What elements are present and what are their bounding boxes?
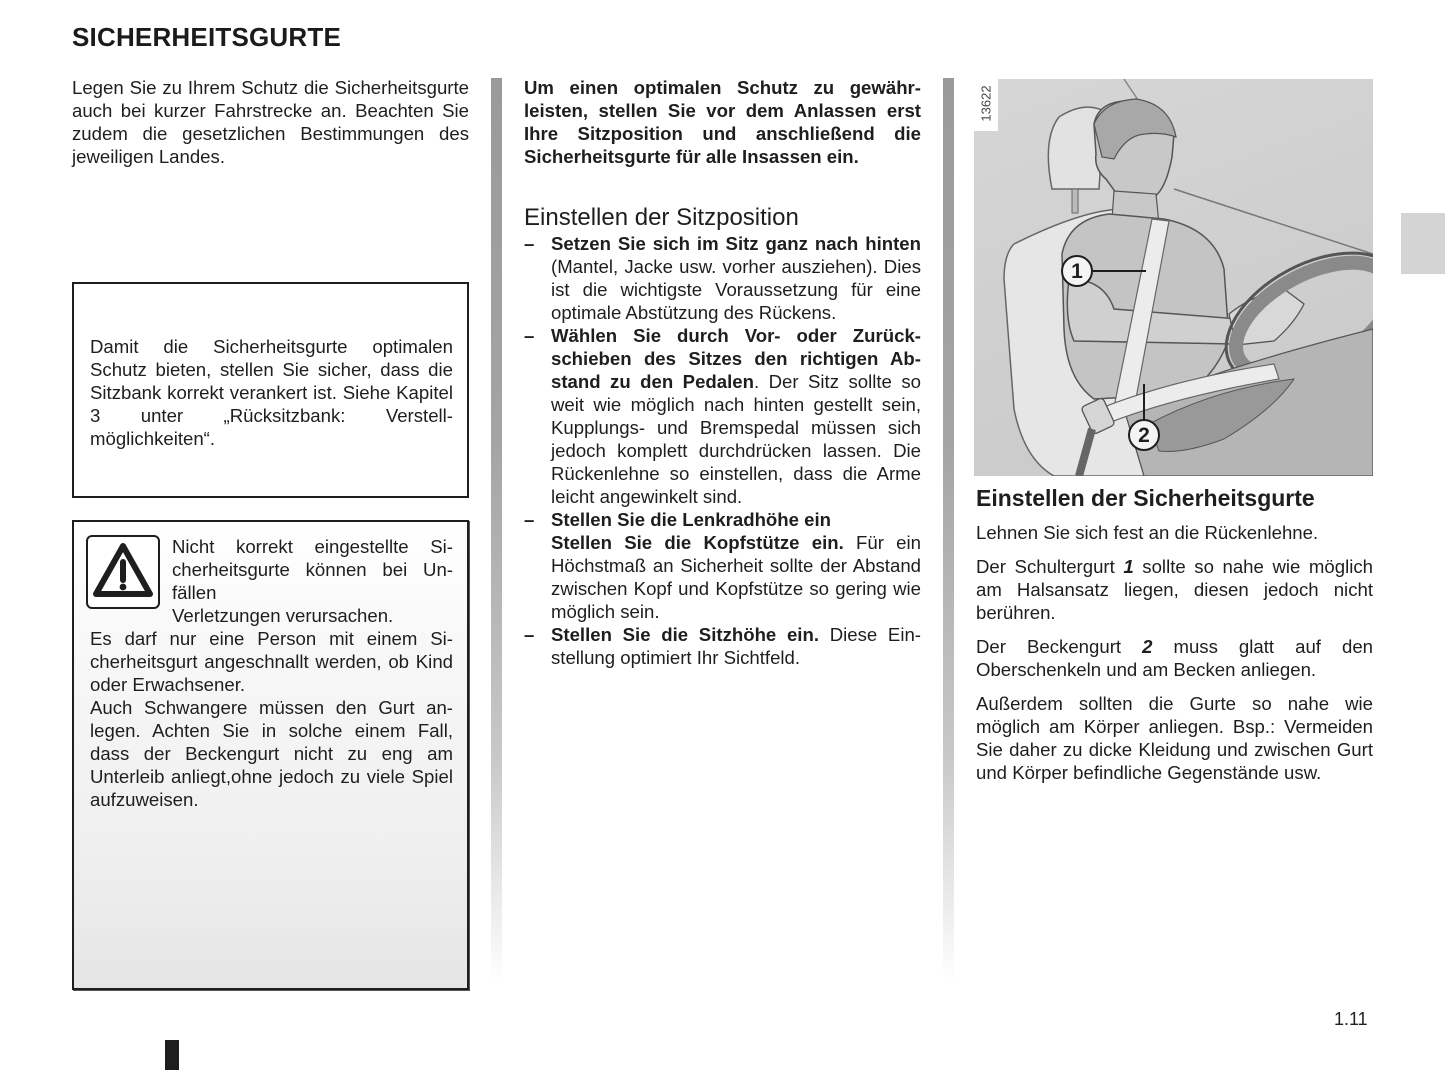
item-text: . Der Sitz sollte so weit wie möglich nach hinten gestellt sein, Kupplungs- und Bremspedal müssen sich jedoch komplett durchdrücken lassen. Die Rückenlehne so einstellen, dass die Arme leicht angewinkelt sind. [551,371,921,507]
list-item [524,508,921,623]
paragraph [976,635,1373,681]
dash-bullet: – [524,509,535,530]
item-bold: Wählen Sie durch Vor- oder Zurückschieben des Sitzes den richtigen Abstand zu den Pedalen [551,325,921,392]
sitzposition-heading: Einstellen der Sitzposition [524,204,799,231]
warning-triangle-icon [86,535,160,609]
note-text: Damit die Sicherheitsgurte optimalen Schutz bieten, stellen Sie sicher, dass die Sitzbank korrekt verankert ist. Siehe Kapitel 3 unter „Rücksitzbank: Verstellmöglichkeiten“. [90,336,453,449]
item-bold: Stellen Sie die Lenkradhöhe ein [551,509,832,530]
paragraph: Lehnen Sie sich fest an die Rückenlehne. [976,522,1319,543]
seatbelt-illustration [974,79,1373,476]
warning-lead-line: cherheitsgurte können bei Un- [172,559,453,580]
item-text: Diese Einstellung optimiert Ihr Sichtfeld. [551,624,921,668]
column-divider [943,78,954,983]
paragraph [976,555,1373,624]
text: Der Schultergurt [976,556,1124,577]
figure-id-label [974,79,998,131]
text: sollte so nahe wie möglich am Halsansatz liegen, diesen jedoch nicht berühren. [976,556,1373,623]
warning-lead-line: Verletzungen verursachen. [172,605,394,626]
sicherheitsgurte-heading: Einstellen der Sicherheitsgurte [976,485,1315,511]
driver-seatbelt-drawing [974,79,1373,476]
column-divider [491,78,502,983]
warning-paragraph: Auch Schwangere müssen den Gurt anlegen. Achten Sie in solche einem Fall, dass der Beckengurt nicht zu eng am Unterleib anliegt,ohne jedoch zu viele Spiel aufzuweisen. [90,697,453,810]
warning-paragraph: Es darf nur eine Person mit einem Sicherheitsgurt angeschnallt werden, ob Kind oder Erwachsener. [90,628,453,695]
dash-bullet: – [524,233,535,254]
text: muss glatt auf den Oberschenkeln und am Becken anliegen. [976,636,1373,680]
item-bold: Stellen Sie die Sitzhöhe ein. [551,624,819,645]
list-item [524,623,921,669]
callout-1-label: 1 [1071,260,1083,283]
dash-bullet: – [524,325,535,346]
warning-lead-line: fällen [172,582,217,603]
sitz-intro-bold: Um einen optimalen Schutz zu gewährleisten, stellen Sie vor dem Anlassen erst Ihre Sitzposition und anschließend die Sicherheitsgurte für alle Insassen ein. [524,77,921,167]
list-item [524,232,921,324]
warning-box [72,520,469,990]
list-item [524,324,921,508]
lap-belt-ref: 2 [1142,636,1153,657]
warning-lead [172,535,453,627]
figure-id: 13622 [978,85,994,122]
callout-2-label: 2 [1138,424,1150,447]
item-text: Für ein Höchstmaß an Sicherheit sollte der Abstand zwischen Kopf und Kopfstütze so gering wie möglich sein. [551,532,921,622]
chapter-tab-marker [1401,213,1445,274]
page-title: SICHERHEITSGURTE [72,22,342,52]
sitzposition-list [524,232,921,669]
item-bold-2: Stellen Sie die Kopfstütze ein. [551,532,844,553]
note-box [72,282,469,498]
dash-bullet: – [524,624,535,645]
paragraph: Außerdem sollten die Gurte so nahe wie möglich am Körper anliegen. Bsp.: Vermeiden Sie daher zu dicke Kleidung und zwischen Gurt und Körper befindliche Gegenstände usw. [976,693,1373,783]
intro-paragraph: Legen Sie zu Ihrem Schutz die Sicherheitsgurte auch bei kurzer Fahrstrecke an. Beachten Sie zudem die gesetzlichen Bestimmungen des jeweiligen Landes. [72,77,469,167]
page-number: 1.11 [1334,1009,1368,1029]
footer-mark [165,1040,179,1070]
item-text: (Mantel, Jacke usw. vorher ausziehen). Dies ist die wichtigste Voraussetzung für eine optimale Abstützung des Rückens. [551,256,921,323]
shoulder-belt-ref: 1 [1123,556,1134,577]
text: Der Beckengurt [976,636,1143,657]
warning-lead-line: Nicht korrekt eingestellte Si- [172,536,453,557]
item-bold: Setzen Sie sich im Sitz ganz nach hinten [551,233,921,254]
warning-body [90,627,453,811]
